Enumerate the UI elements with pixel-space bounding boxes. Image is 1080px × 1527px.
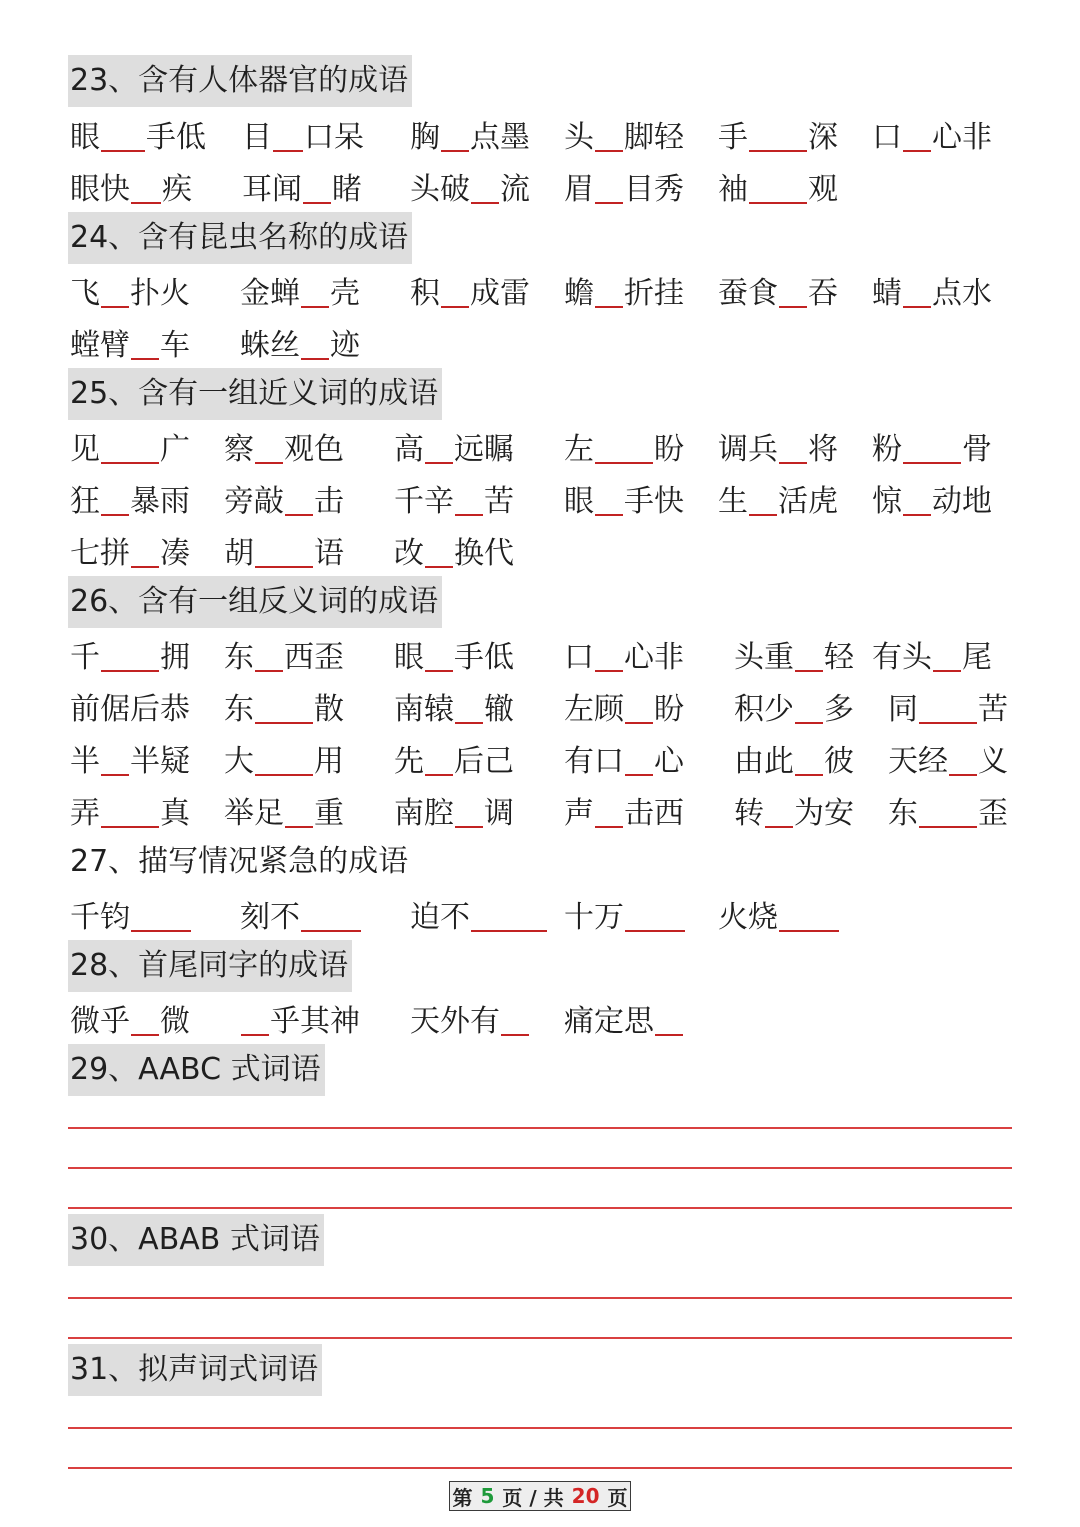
idiom-blank[interactable]: 迫不 [410,888,548,940]
section-25-row-3 [0,524,1080,576]
idiom-blank[interactable]: 十万 [564,888,686,940]
idiom-blank[interactable]: 见 广 [70,420,190,472]
idiom-blank[interactable]: 转 为安 [734,784,854,836]
idiom-blank[interactable]: 蟾 折挂 [564,264,684,316]
idiom-blank[interactable]: 眼 手低 [394,628,514,680]
section-23-row-1 [0,108,1080,160]
idiom-blank[interactable]: 旁敲 击 [224,472,344,524]
page-mid-text: 页 / 共 [502,1485,564,1510]
idiom-blank[interactable]: 由此 彼 [734,732,854,784]
section-27-row-1 [0,888,1080,940]
idiom-blank[interactable]: 有头 尾 [872,628,992,680]
idiom-blank[interactable]: 头破 流 [410,160,530,212]
idiom-blank[interactable]: 察 观色 [224,420,344,472]
idiom-blank[interactable]: 眼 手快 [564,472,684,524]
section-28-row-1 [0,992,1080,1044]
idiom-blank[interactable]: 粉 骨 [872,420,992,472]
idiom-blank[interactable]: 调兵 将 [718,420,838,472]
idiom-blank[interactable]: 胸 点墨 [410,108,530,160]
idiom-blank[interactable]: 眼快 疾 [70,160,192,212]
section-31-title: 31、拟声词式词语 [68,1344,322,1396]
section-25-row-1 [0,420,1080,472]
section-26-row-3 [0,732,1080,784]
writing-line[interactable] [68,1297,1012,1299]
writing-line[interactable] [68,1427,1012,1429]
idiom-blank[interactable]: 积少 多 [734,680,854,732]
total-pages-number: 20 [571,1484,600,1508]
idiom-blank[interactable]: 口 心非 [872,108,992,160]
idiom-blank[interactable]: 口 心非 [564,628,684,680]
idiom-blank[interactable]: 微乎 微 [70,992,190,1044]
idiom-blank[interactable]: 目 口呆 [242,108,364,160]
idiom-blank[interactable]: 刻不 [240,888,362,940]
idiom-blank[interactable]: 眉 目秀 [564,160,684,212]
idiom-blank[interactable]: 半 半疑 [70,732,190,784]
idiom-blank[interactable]: 螳臂 车 [70,316,190,368]
idiom-blank[interactable]: 火烧 [718,888,840,940]
section-23-row-2 [0,160,1080,212]
writing-line[interactable] [68,1337,1012,1339]
idiom-blank[interactable]: 左顾 盼 [564,680,684,732]
idiom-blank[interactable]: 千钧 [70,888,192,940]
idiom-blank[interactable]: 天经 义 [888,732,1008,784]
idiom-blank[interactable]: 头 脚轻 [564,108,684,160]
idiom-blank[interactable]: 狂 暴雨 [70,472,190,524]
idiom-blank[interactable]: 举足 重 [224,784,344,836]
idiom-blank[interactable]: 大 用 [224,732,344,784]
idiom-blank[interactable]: 南辕 辙 [394,680,514,732]
current-page-number: 5 [480,1484,495,1508]
idiom-blank[interactable]: 东 散 [224,680,344,732]
section-23-title: 23、含有人体器官的成语 [68,55,412,107]
section-26-row-4 [0,784,1080,836]
idiom-blank[interactable]: 天外有 [410,992,530,1044]
idiom-blank[interactable]: 弄 真 [70,784,190,836]
page-prefix: 第 [452,1485,473,1510]
idiom-blank[interactable]: 南腔 调 [394,784,514,836]
idiom-blank[interactable]: 千辛 苦 [394,472,514,524]
idiom-blank[interactable]: 眼 手低 [70,108,206,160]
idiom-blank[interactable]: 蚕食 吞 [718,264,838,316]
section-26-row-2 [0,680,1080,732]
writing-line[interactable] [68,1127,1012,1129]
idiom-blank[interactable]: 金蝉 壳 [240,264,360,316]
idiom-blank[interactable]: 积 成雷 [410,264,530,316]
idiom-blank[interactable]: 手 深 [718,108,838,160]
page-suffix: 页 [607,1485,628,1510]
idiom-blank[interactable]: 耳闻 睹 [242,160,362,212]
idiom-static: 前倨后恭 [70,692,190,727]
idiom-blank[interactable]: 七拼 凑 [70,524,190,576]
section-26-title: 26、含有一组反义词的成语 [68,576,442,628]
idiom-blank[interactable]: 蛛丝 迹 [240,316,360,368]
idiom-blank[interactable]: 头重 轻 [734,628,854,680]
section-30-title: 30、ABAB 式词语 [68,1214,324,1266]
idiom-blank[interactable]: 有口 心 [564,732,684,784]
idiom-blank[interactable]: 先 后己 [394,732,514,784]
idiom-blank[interactable]: 东 西歪 [224,628,344,680]
idiom-blank[interactable]: 改 换代 [394,524,514,576]
section-29-title: 29、AABC 式词语 [68,1044,325,1096]
idiom-blank[interactable]: 飞 扑火 [70,264,190,316]
idiom-blank[interactable]: 胡 语 [224,524,344,576]
section-24-row-1 [0,264,1080,316]
section-24-row-2 [0,316,1080,368]
idiom-blank[interactable]: 乎其神 [240,992,360,1044]
idiom-blank[interactable]: 痛定思 [564,992,684,1044]
writing-line[interactable] [68,1207,1012,1209]
idiom-blank[interactable]: 高 远瞩 [394,420,514,472]
idiom-blank[interactable]: 声 击西 [564,784,684,836]
section-28-title: 28、首尾同字的成语 [68,940,352,992]
page-indicator [449,1481,631,1511]
idiom-blank[interactable]: 生 活虎 [718,472,838,524]
writing-line[interactable] [68,1467,1012,1469]
idiom-blank[interactable]: 左 盼 [564,420,684,472]
section-27-title: 27、描写情况紧急的成语 [70,844,409,879]
writing-line[interactable] [68,1167,1012,1169]
section-25-row-2 [0,472,1080,524]
section-25-title: 25、含有一组近义词的成语 [68,368,442,420]
idiom-blank[interactable]: 同 苦 [888,680,1008,732]
idiom-blank[interactable]: 袖 观 [718,160,838,212]
section-24-title: 24、含有昆虫名称的成语 [68,212,412,264]
section-26-row-1 [0,628,1080,680]
idiom-blank[interactable]: 东 歪 [888,784,1008,836]
idiom-blank[interactable]: 千 拥 [70,628,190,680]
idiom-blank[interactable]: 蜻 点水 [872,264,992,316]
idiom-blank[interactable]: 惊 动地 [872,472,992,524]
